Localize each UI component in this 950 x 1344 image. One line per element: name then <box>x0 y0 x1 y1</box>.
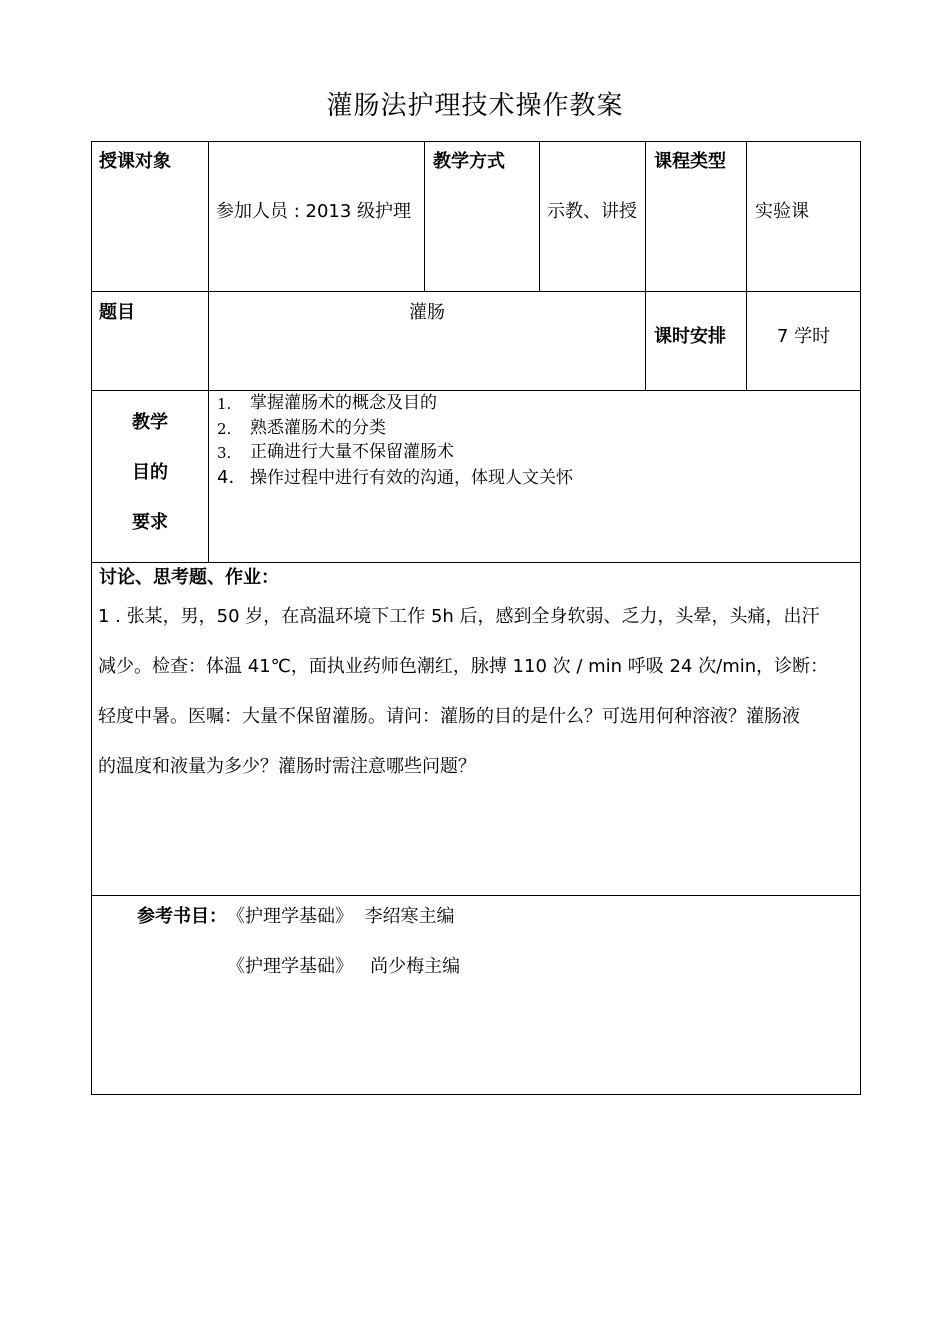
objectives-label-line-2: 目的 <box>132 462 168 483</box>
objective-text-4: 操作过程中进行有效的沟通，体现人文关怀 <box>250 468 573 488</box>
references-label: 参考书目： <box>137 906 227 927</box>
topic-label: 题目 <box>99 302 135 323</box>
discussion-line-1: 1 . 张某，男，50 岁，在高温环境下工作 5h 后，感到全身软弱、乏力，头晕，头痛，出汗 <box>98 606 820 627</box>
objective-num-2: 2. <box>217 420 232 438</box>
topic-value: 灌肠 <box>409 302 445 323</box>
type-label: 课程类型 <box>654 151 726 172</box>
reference-book-2: 《护理学基础》 尚少梅主编 <box>227 956 461 977</box>
objective-text-3: 正确进行大量不保留灌肠术 <box>250 442 454 462</box>
type-value: 实验课 <box>755 201 809 222</box>
method-label: 教学方式 <box>433 151 505 172</box>
discussion-line-3: 轻度中暑。医嘱：大量不保留灌肠。请问：灌肠的目的是什么？可选用何种溶液？灌肠液 <box>98 706 800 727</box>
hours-label: 课时安排 <box>654 326 726 347</box>
objectives-label-line-1: 教学 <box>132 412 168 433</box>
discussion-line-4: 的温度和液量为多少？灌肠时需注意哪些问题？ <box>98 756 476 777</box>
method-value: 示教、讲授 <box>547 201 637 222</box>
discussion-heading: 讨论、思考题、作业： <box>99 567 279 588</box>
objective-text-1: 掌握灌肠术的概念及目的 <box>250 393 437 413</box>
page-title: 灌肠法护理技术操作教案 <box>326 91 624 121</box>
target-value: 参加人员 : 2013 级护理 <box>216 201 412 222</box>
discussion-line-2: 减少。检查：体温 41℃，面执业药师色潮红，脉搏 110 次 / min 呼吸 24 次/min，诊断： <box>98 656 829 677</box>
objective-num-3: 3. <box>217 444 232 462</box>
objective-num-1: 1. <box>217 395 232 413</box>
target-label: 授课对象 <box>99 151 171 172</box>
hours-value: 7 学时 <box>776 326 831 347</box>
objective-text-2: 熟悉灌肠术的分类 <box>250 418 386 438</box>
objectives-label-line-3: 要求 <box>132 512 168 533</box>
reference-book-1: 《护理学基础》 李绍寒主编 <box>227 906 455 927</box>
objective-num-4: 4. <box>217 467 235 488</box>
